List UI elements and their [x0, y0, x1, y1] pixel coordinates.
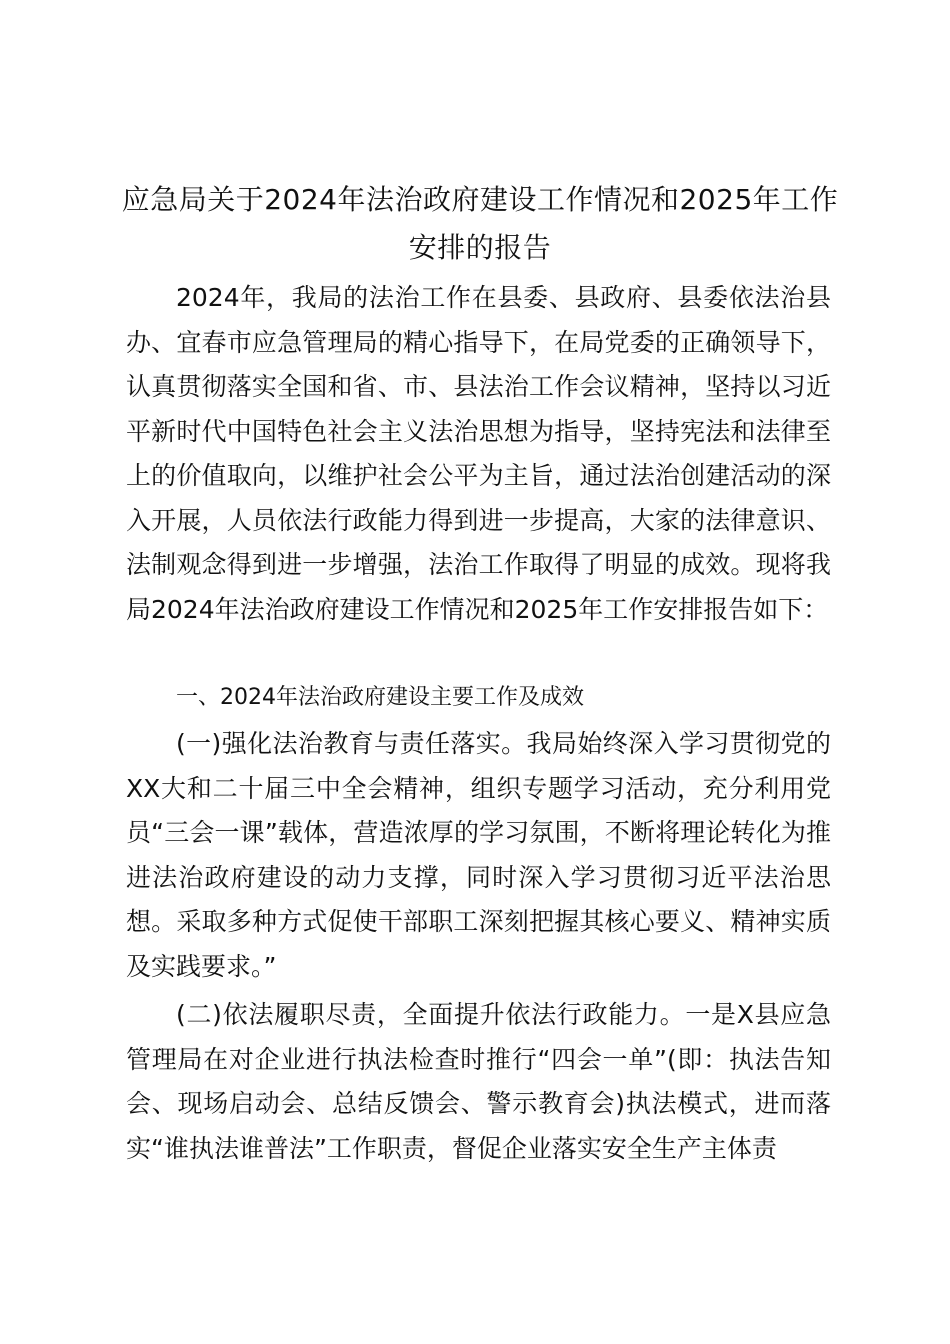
paragraph-item-1: (一)强化法治教育与责任落实。我局始终深入学习贯彻党的XX大和二十届三中全会精神，组织专题学习活动，充分利用党员“三会一课”载体，营造浓厚的学习氛围，不断将理论转化为推进法治政府建设的动力支撑，同时深入学习贯彻习近平法治思想。采取多种方式促使干部职工深刻把握其核心要义、精神实质及实践要求。” — [126, 729, 831, 981]
paragraph-item-2: (二)依法履职尽责，全面提升依法行政能力。一是X县应急管理局在对企业进行执法检查时推行“四会一单”(即：执法告知会、现场启动会、总结反馈会、警示教育会)执法模式，进而落实“谁执法谁普法”工作职责，督促企业落实安全生产主体责 — [126, 1000, 831, 1163]
document-title: 应急局关于2024年法治政府建设工作情况和2025年工作安排的报告 — [121, 183, 839, 264]
intro-paragraph: 2024年，我局的法治工作在县委、县政府、县委依法治县办、宜春市应急管理局的精心指导下，在局党委的正确领导下，认真贯彻落实全国和省、市、县法治工作会议精神，坚持以习近平新时代中国特色社会主义法治思想为指导，坚持宪法和法律至上的价值取向，以维护社会公平为主旨，通过法治创建活动的深入开展，人员依法行政能力得到进一步提高，大家的法律意识、法制观念得到进一步增强，法治工作取得了明显的成效。现将我局2024年法治政府建设工作情况和2025年工作安排报告如下： — [126, 283, 831, 624]
section-heading: 一、2024年法治政府建设主要工作及成效 — [176, 685, 584, 710]
